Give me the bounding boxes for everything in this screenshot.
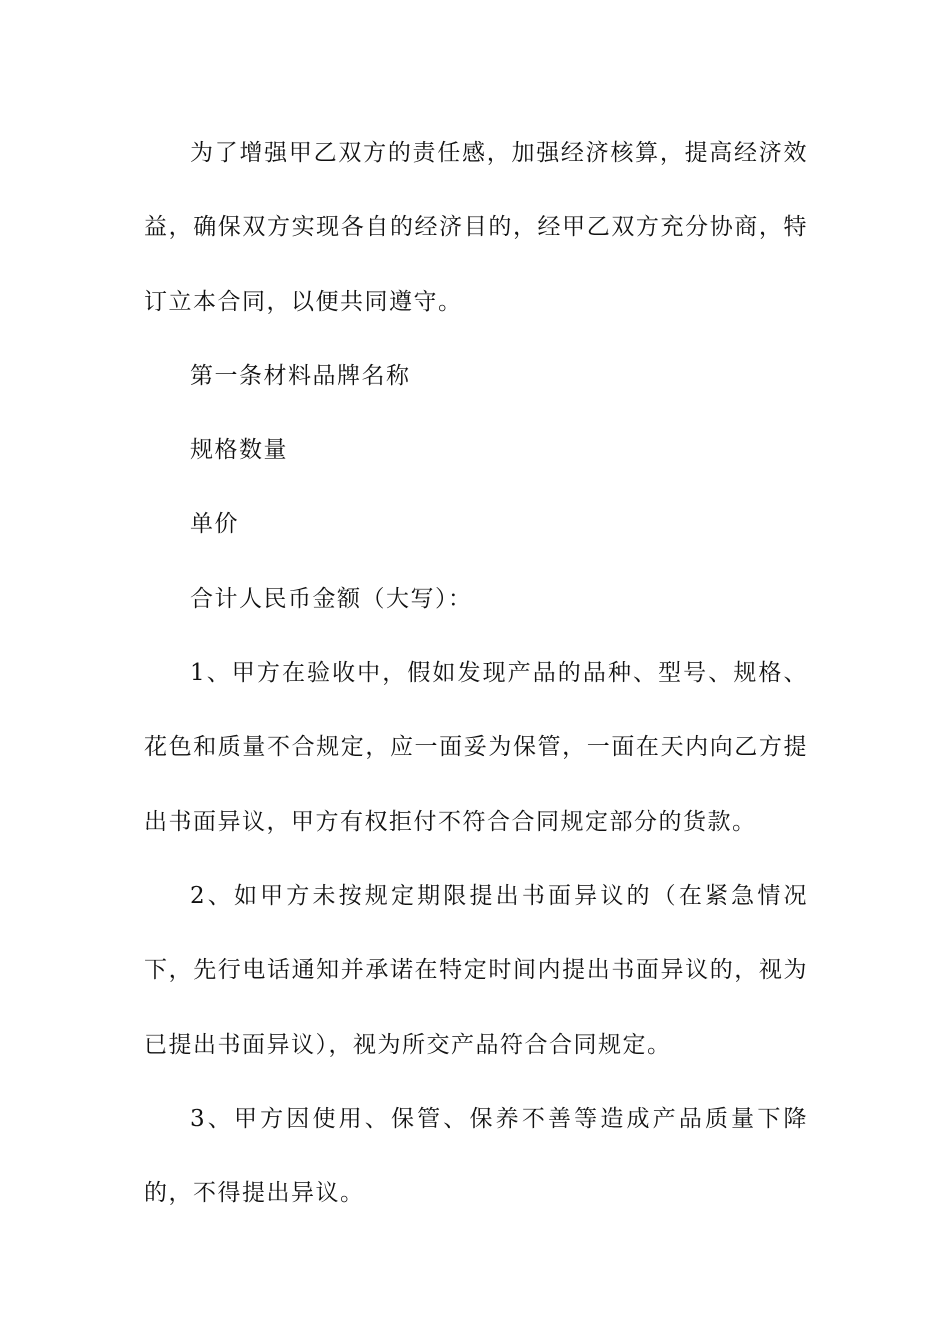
paragraph-spec-quantity: 规格数量 bbox=[190, 437, 288, 464]
paragraph-clause-1: 1、甲方在验收中，假如发现产品的品种、型号、规格、花色和质量不合规定，应一面妥为保管，一面在天内向乙方提出书面异议，甲方有权拒付不符合合同规定部分的货款。 bbox=[144, 660, 808, 835]
document-body bbox=[144, 116, 808, 1230]
paragraph-unit-price: 单价 bbox=[190, 511, 239, 538]
paragraph-intro: 为了增强甲乙双方的责任感，加强经济核算，提高经济效益，确保双方实现各自的经济目的，经甲乙双方充分协商，特订立本合同，以便共同遵守。 bbox=[144, 140, 808, 315]
paragraph-total-amount: 合计人民币金额（大写）： bbox=[190, 585, 473, 612]
paragraph-clause-2: 2、如甲方未按规定期限提出书面异议的（在紧急情况下，先行电话通知并承诺在特定时间内提出书面异议的，视为已提出书面异议），视为所交产品符合合同规定。 bbox=[144, 882, 808, 1058]
paragraph-article-one-title: 第一条材料品牌名称 bbox=[190, 362, 411, 389]
paragraph-clause-3: 3、甲方因使用、保管、保养不善等造成产品质量下降的，不得提出异议。 bbox=[144, 1105, 808, 1207]
